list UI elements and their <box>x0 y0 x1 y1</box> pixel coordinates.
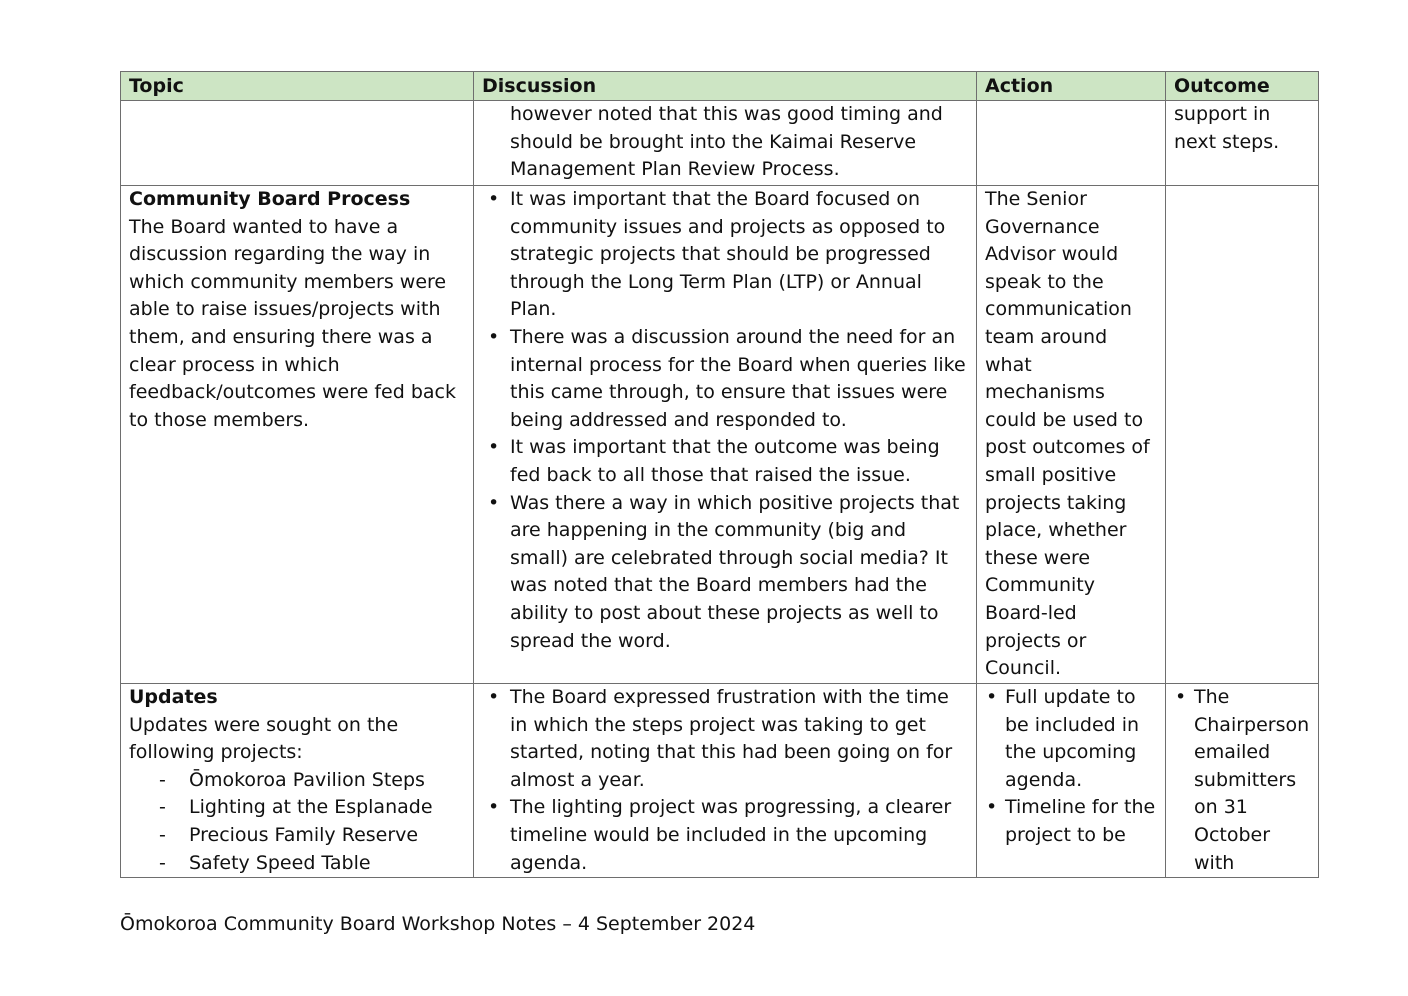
topic-project-list <box>129 767 465 877</box>
topic-cell <box>121 186 474 684</box>
topic-title: Updates <box>129 686 218 708</box>
list-item: • It was important that the Board focused on community issues and projects as opposed to strategic projects that should be progressed through the Long Term Plan (LTP) or Annual Plan. <box>482 186 968 324</box>
table-row <box>121 101 1319 186</box>
topic-title: Community Board Process <box>129 188 411 210</box>
outcome-cell <box>1166 101 1319 186</box>
outcome-continued-text: support in next steps. <box>1174 103 1280 153</box>
topic-text: Updates were sought on the following projects: <box>129 713 399 764</box>
list-item: - Lighting at the Esplanade <box>129 794 465 822</box>
list-item: • There was a discussion around the need for an internal process for the Board when queries like this came through, to ensure that issues were being addressed and responded to. <box>482 324 968 434</box>
action-cell <box>977 684 1166 878</box>
header-action: Action <box>977 72 1166 101</box>
outcome-cell <box>1166 186 1319 684</box>
action-bullet-list <box>985 684 1157 850</box>
header-topic: Topic <box>121 72 474 101</box>
list-item: - Ōmokoroa Pavilion Steps <box>129 767 465 795</box>
discussion-bullet-list <box>482 186 968 655</box>
header-discussion: Discussion <box>474 72 977 101</box>
list-item: - Safety Speed Table <box>129 850 465 878</box>
table-row <box>121 186 1319 684</box>
page-footer: Ōmokoroa Community Board Workshop Notes – 4 September 2024 <box>120 913 756 935</box>
topic-cell <box>121 684 474 878</box>
list-item: • The Chairperson emailed submitters on 31 October with <box>1174 684 1310 877</box>
list-item: • It was important that the outcome was being fed back to all those that raised the issue. <box>482 434 968 489</box>
table-header-row <box>121 72 1319 101</box>
discussion-cell <box>474 684 977 878</box>
action-cell <box>977 186 1166 684</box>
action-cell <box>977 101 1166 186</box>
list-item: - Precious Family Reserve <box>129 822 465 850</box>
topic-text: The Board wanted to have a discussion regarding the way in which community members were able to raise issues/projects with them, and ensuring there was a clear process in which feedback/outcomes were fed back to those members. <box>129 215 456 431</box>
topic-cell <box>121 101 474 186</box>
outcome-bullet-list <box>1174 684 1310 877</box>
header-outcome: Outcome <box>1166 72 1319 101</box>
discussion-cell <box>474 186 977 684</box>
action-text: The Senior Governance Advisor would speak to the communication team around what mechanisms could be used to post outcomes of small positive projects taking place, whether these were Community Board-led projects or Council. <box>985 188 1150 680</box>
discussion-continued-text: however noted that this was good timing and should be brought into the Kaimai Reserve Management Plan Review Process. <box>510 103 943 181</box>
discussion-cell <box>474 101 977 186</box>
table-row <box>121 684 1319 878</box>
list-item: • Timeline for the project to be <box>985 794 1157 849</box>
discussion-bullet-list <box>482 684 968 877</box>
list-item: • Full update to be included in the upcoming agenda. <box>985 684 1157 794</box>
workshop-notes-table <box>120 71 1319 878</box>
list-item: • The lighting project was progressing, a clearer timeline would be included in the upcoming agenda. <box>482 794 968 877</box>
list-item: • The Board expressed frustration with the time in which the steps project was taking to get started, noting that this had been going on for almost a year. <box>482 684 968 794</box>
list-item: • Was there a way in which positive projects that are happening in the community (big and small) are celebrated through social media? It was noted that the Board members had the ability to post about these projects as well to spread the word. <box>482 490 968 656</box>
outcome-cell <box>1166 684 1319 878</box>
